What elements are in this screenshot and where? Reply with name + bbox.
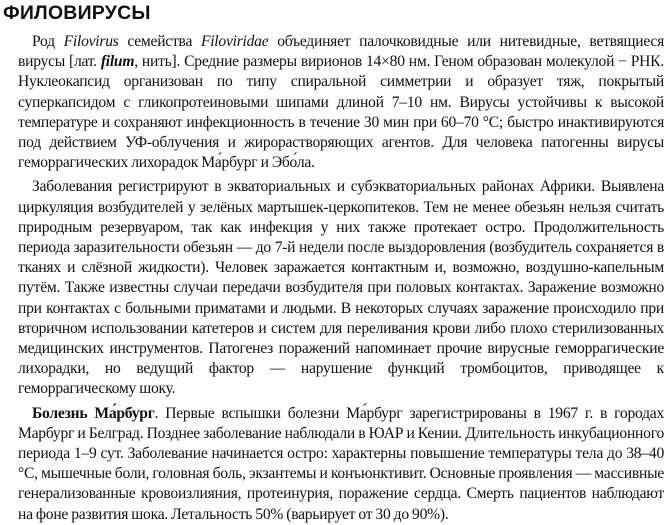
paragraph-marburg-disease [18,404,664,525]
p1-text-1: Род [32,33,64,50]
latin-filum: filum [100,53,135,71]
paragraph-epidemiology: Заболевания регистрируют в экваториальных и субэкваториальных районах Африки. Выявлена циркуляция возбудителей у зелёных мартышек-церкопитеков. Тем не менее обезьян нельзя считать природным резервуаром, так как инфекция у них также протекает остро. Продолжительность периода заразительности обезьян — до 7-й недели после выздоровления (возбудитель сохраняется в тканях и слёзной жидкости). Человек заражается контактным и, возможно, воздушно-капельным путём. Также известны случаи передачи возбудителя при половых контактах. Заражение возможно при контактах с больными приматами и людьми. В некоторых случаях заражение происходило при вторичном использовании катетеров и систем для переливания крови либо плохо стерилизованных медицинских инструментов. Патогенез поражений напоминает прочие вирусные геморрагические лихорадки, но ведущий фактор — нарушение функций тромбоцитов, приводящее к геморрагическому шоку. [18,178,664,398]
genus-name: Filovirus [63,33,119,50]
p1-text-4: , нить]. Средние размеры вирионов 14×80 нм. Геном образован молекулой − РНК. Нуклеокапсид организован по типу спиральной симметрии и образует тяж, покрытый суперкапсидом с гликопротеиновыми шипами длиной 7–10 нм. Вирусы устойчивы к высокой температуре и сохраняют инфекционность в течение 30 мин при 60–70 °С; быстро инактивируются под действием УФ-облучения и жирорастворяющих агентов. Для человека патогенны вирусы геморрагических лихорадок Ма́рбург и Эбо́ла. [18,53,664,172]
document-body [18,32,664,525]
marburg-disease-title: Болезнь Ма́рбург [32,404,155,422]
family-name: Filoviridae [200,33,269,50]
p1-text-2: семейства [118,33,201,50]
paragraph-genus-description [18,32,664,173]
p1-text-3: объединяет палочковидные или нитевидные, ветвящиеся вирусы [лат. [18,33,665,71]
marburg-disease-body: . Первые вспышки болезни Ма́рбург зарегистрированы в 1967 г. в городах Марбург и Белград. Позднее заболевание наблюдали в ЮАР и Кении. Длительность инкубационного периода 1–9 сут. Заболевание начинается остро: характерны повышение температуры тела до 38–40 °С, мышечные боли, головная боль, экзантемы и конъюнктивит. Основные проявления — массивные генерализованные кровоизлияния, протеинурия, поражение сердца. Смерть пациентов наблюдают на фоне развития шока. Летальность 50% (варьирует от 30 до 90%). [18,404,664,523]
section-heading: ФИЛОВИРУСЫ [3,2,151,24]
